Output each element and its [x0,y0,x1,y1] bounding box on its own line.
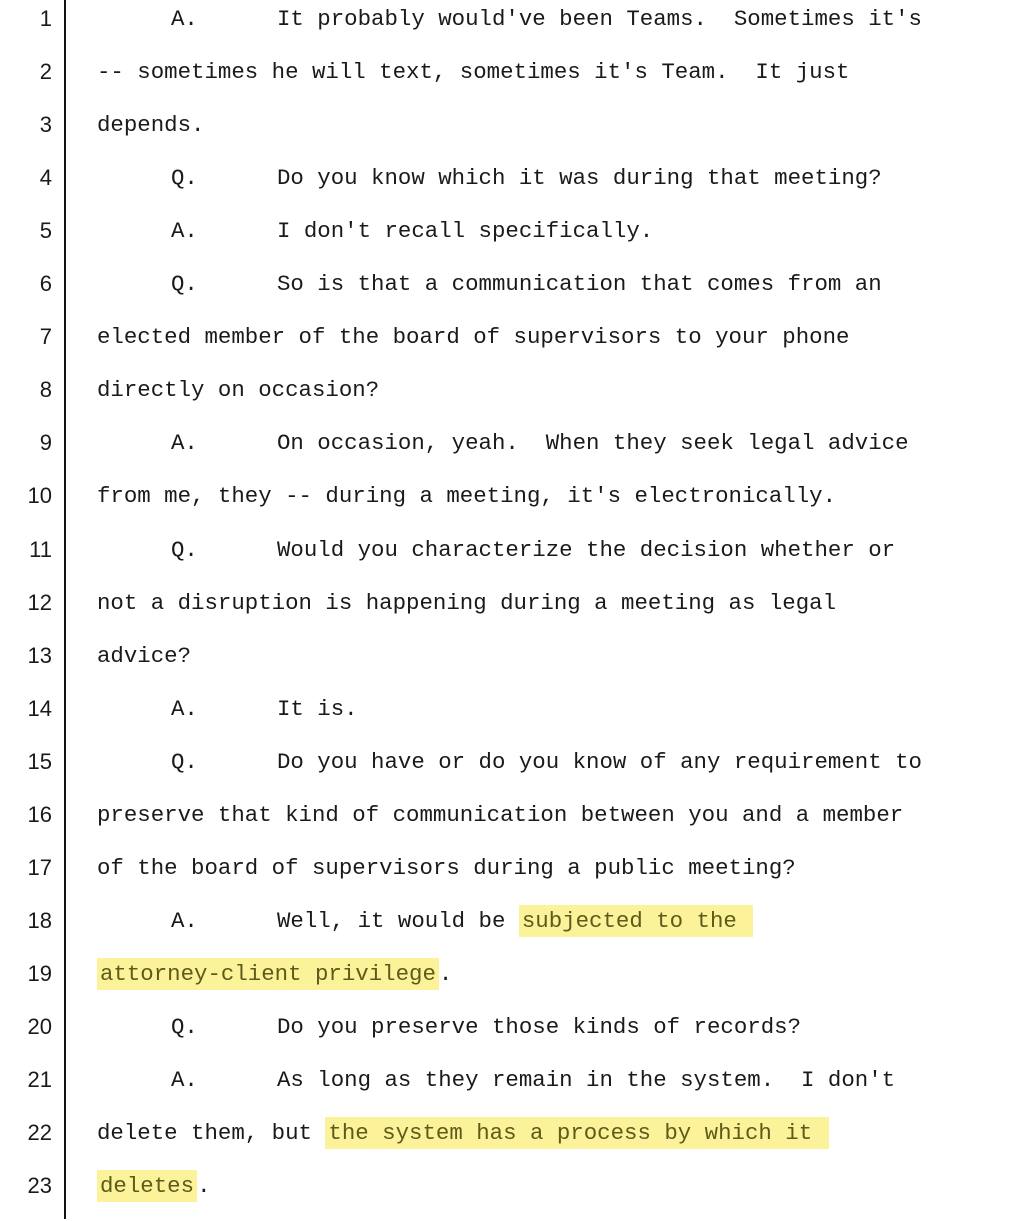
text-segment: . [197,1173,211,1199]
line-number: 14 [27,696,52,721]
line-number: 21 [27,1067,52,1092]
highlighted-text: the system has a process by which it [325,1117,828,1149]
line-text [97,54,849,90]
transcript-line [0,850,1013,903]
transcript-line [0,585,1013,638]
line-number: 20 [27,1014,52,1039]
transcript-line [0,1062,1013,1115]
transcript-line [0,1,1013,54]
line-number: 16 [27,802,52,827]
text-segment: Do you know which it was during that meeting? [277,165,882,191]
highlighted-text: attorney-client privilege [97,958,439,990]
line-text [97,1168,211,1204]
line-text [97,850,796,886]
text-segment: Do you have or do you know of any requirement to [277,749,922,775]
text-segment: delete them, but [97,1120,326,1146]
transcript-line [0,319,1013,372]
line-number: 12 [27,590,52,615]
text-segment: . [438,961,453,987]
line-text [171,532,895,568]
text-segment: directly on occasion? [97,377,380,403]
line-number: 1 [39,6,52,31]
speaker-label: A. [171,6,198,32]
transcript-line [0,691,1013,744]
line-text [171,425,909,461]
line-number: 5 [39,218,52,243]
text-segment: As long as they remain in the system. I don't [277,1067,896,1093]
speaker-label: A. [171,430,198,456]
line-text [171,1009,801,1045]
line-number: 6 [39,271,52,296]
line-text [97,319,849,355]
line-number: 4 [39,165,52,190]
line-number: 18 [27,908,52,933]
line-number: 7 [39,324,52,349]
line-text [171,160,882,196]
text-segment: I don't recall specifically. [277,218,654,244]
speaker-label: A. [171,696,198,722]
line-text [97,956,452,992]
line-text [171,903,753,939]
line-number: 9 [39,430,52,455]
text-segment: It probably would've been Teams. Sometimes it's [277,6,922,32]
line-number: 13 [27,643,52,668]
speaker-label: A. [171,908,198,934]
line-text [97,638,191,674]
line-text [171,266,882,302]
transcript-line [0,372,1013,425]
line-number: 22 [27,1120,52,1145]
line-text [97,372,379,408]
text-segment: Do you preserve those kinds of records? [277,1014,802,1040]
speaker-label: Q. [171,1014,198,1040]
line-text [171,1,922,37]
highlighted-text: subjected to the [519,905,753,937]
line-number: 19 [27,961,52,986]
transcript-line [0,903,1013,956]
transcript-line [0,425,1013,478]
line-text [97,1115,829,1151]
line-number: 11 [29,537,52,562]
transcript-line [0,213,1013,266]
text-segment: advice? [97,643,192,669]
transcript-line [0,532,1013,585]
transcript-line [0,266,1013,319]
transcript-line [0,1115,1013,1168]
text-segment: elected member of the board of supervisors to your phone [97,324,850,350]
line-text [171,744,922,780]
transcript-line [0,956,1013,1009]
text-segment: preserve that kind of communication between you and a member [97,802,904,828]
line-number: 15 [27,749,52,774]
line-number: 23 [27,1173,52,1198]
speaker-label: Q. [171,165,198,191]
text-segment: Would you characterize the decision whether or [277,537,896,563]
text-segment: It is. [277,696,358,722]
line-text [97,478,836,514]
transcript-line [0,107,1013,160]
speaker-label: A. [171,1067,198,1093]
transcript-line [0,478,1013,531]
text-segment: from me, they -- during a meeting, it's electronically. [97,483,837,509]
text-segment: -- sometimes he will text, sometimes it's Team. It just [97,59,850,85]
transcript-line [0,797,1013,850]
text-segment: of the board of supervisors during a public meeting? [97,855,796,881]
highlighted-text: deletes [97,1170,197,1202]
transcript-line [0,160,1013,213]
line-text [97,585,836,621]
speaker-label: Q. [171,537,198,563]
speaker-label: Q. [171,271,198,297]
text-segment: So is that a communication that comes from an [277,271,882,297]
line-text [171,213,653,249]
text-segment: depends. [97,112,205,138]
line-number: 10 [27,483,52,508]
line-text [97,797,903,833]
text-segment: Well, it would be [277,908,519,934]
speaker-label: Q. [171,749,198,775]
text-segment: On occasion, yeah. When they seek legal advice [277,430,909,456]
transcript-line [0,638,1013,691]
line-number: 3 [39,112,52,137]
transcript-line [0,1168,1013,1221]
text-segment: not a disruption is happening during a meeting as legal [97,590,837,616]
line-number: 17 [27,855,52,880]
transcript-line [0,744,1013,797]
line-text [97,107,205,143]
transcript-line [0,1009,1013,1062]
line-text [171,1062,895,1098]
transcript-line [0,54,1013,107]
line-number: 8 [39,377,52,402]
line-number: 2 [39,59,52,84]
speaker-label: A. [171,218,198,244]
line-text [171,691,358,727]
